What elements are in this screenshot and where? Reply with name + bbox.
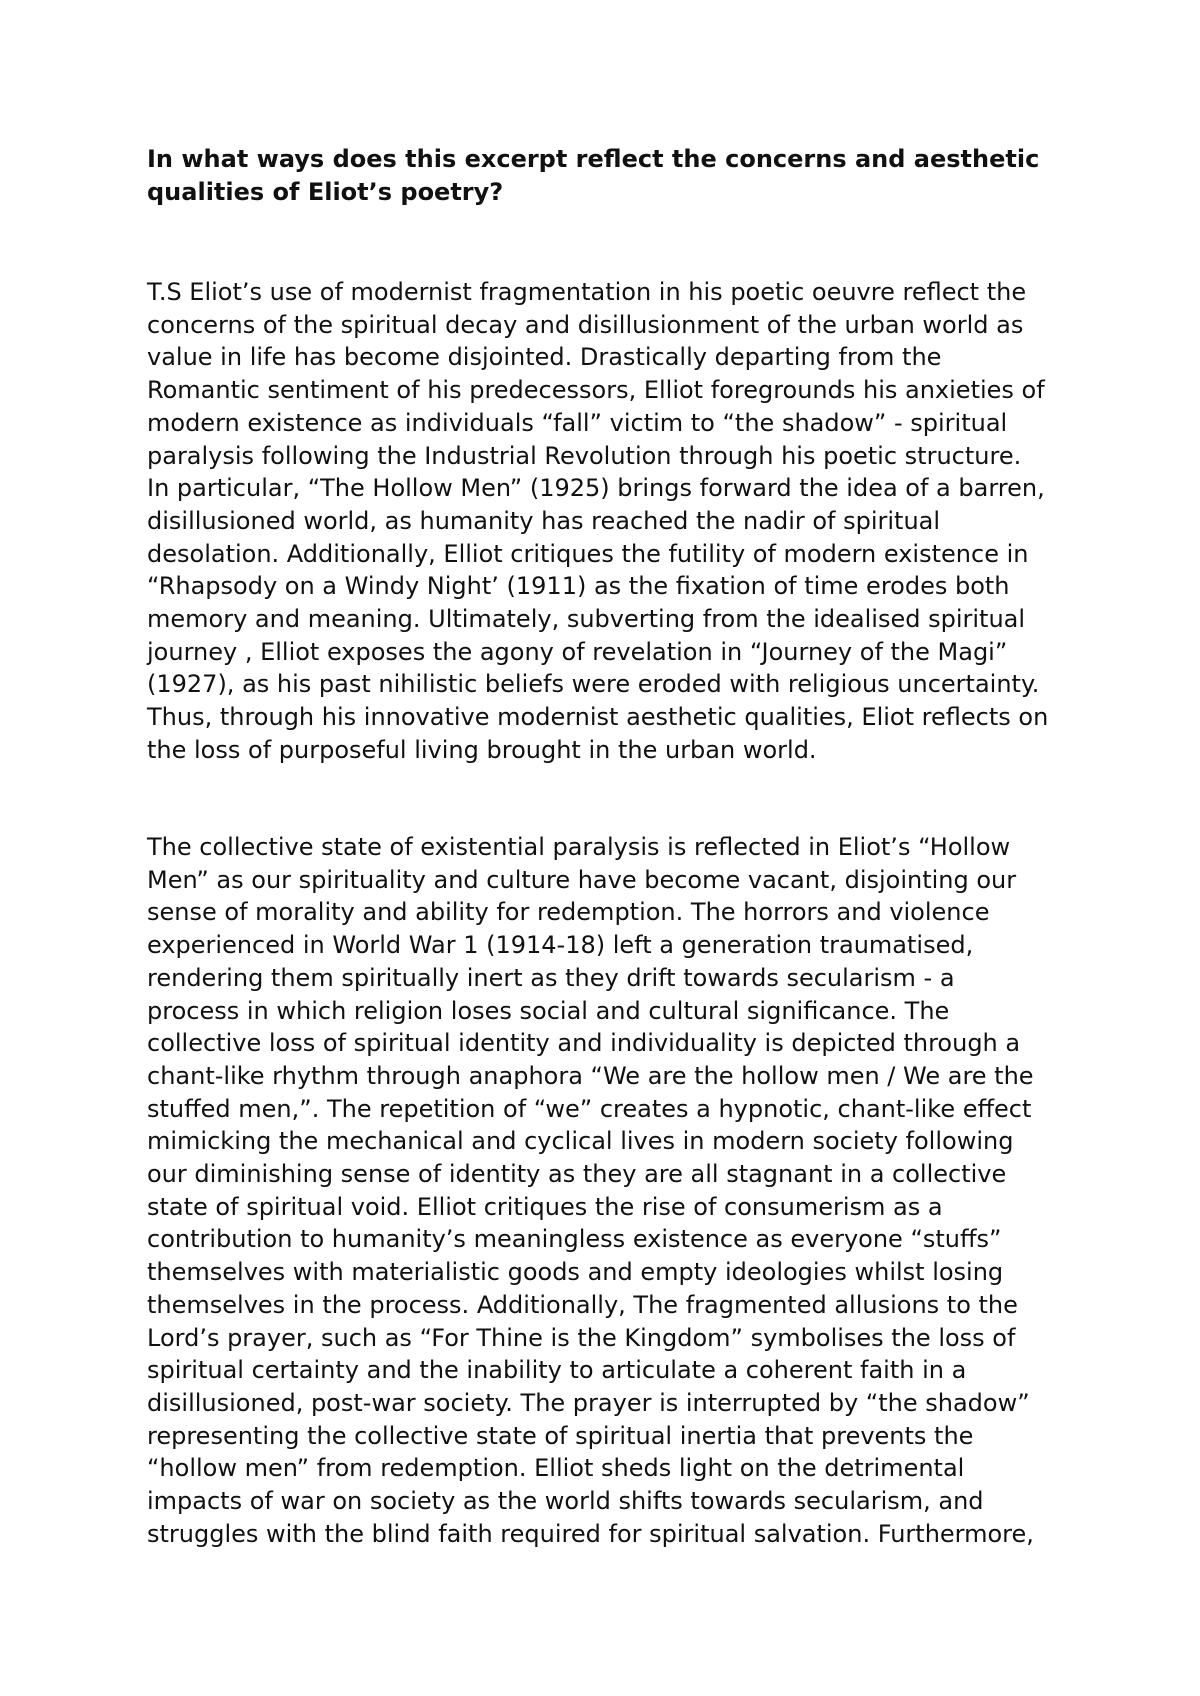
essay-question: In what ways does this excerpt reflect the concerns and aesthetic qualities of Eliot’s poetry?	[147, 145, 1040, 206]
body-paragraph: The collective state of existential paralysis is reflected in Eliot’s “Hollow Men” as our spirituality and culture have become vacant, disjointing our sense of morality and ability for redemption. The horrors and violence experienced in World War 1 (1914-18) left a generation traumatised, rendering them spiritually inert as they drift towards secularism - a process in which religion loses social and cultural significance. The collective loss of spiritual identity and individuality is depicted through a chant-like rhythm through anaphora “We are the hollow men / We are the stuffed men,”. The repetition of “we” creates a hypnotic, chant-like effect mimicking the mechanical and cyclical lives in modern society following our diminishing sense of identity as they are all stagnant in a collective state of spiritual void. Elliot critiques the rise of consumerism as a contribution to humanity’s meaningless existence as everyone “stuffs” themselves with materialistic goods and empty ideologies whilst losing themselves in the process. Additionally, The fragmented allusions to the Lord’s prayer, such as “For Thine is the Kingdom” symbolises the loss of spiritual certainty and the inability to articulate a coherent faith in a disillusioned, post-war society. The prayer is interrupted by “the shadow” representing the collective state of spiritual inertia that prevents the “hollow men” from redemption. Elliot sheds light on the detrimental impacts of war on society as the world shifts towards secularism, and struggles with the blind faith required for spiritual salvation. Furthermore,	[147, 833, 1034, 1548]
introduction-paragraph: T.S Eliot’s use of modernist fragmentation in his poetic oeuvre reflect the concerns of the spiritual decay and disillusionment of the urban world as value in life has become disjointed. Drastically departing from the Romantic sentiment of his predecessors, Elliot foregrounds his anxieties of modern existence as individuals “fall” victim to “the shadow” - spiritual paralysis following the Industrial Revolution through his poetic structure. In particular, “The Hollow Men” (1925) brings forward the idea of a barren, disillusioned world, as humanity has reached the nadir of spiritual desolation. Additionally, Elliot critiques the futility of modern existence in “Rhapsody on a Windy Night’ (1911) as the fixation of time erodes both memory and meaning. Ultimately, subverting from the idealised spiritual journey , Elliot exposes the agony of revelation in “Journey of the Magi” (1927), as his past nihilistic beliefs were eroded with religious uncertainty. Thus, through his innovative modernist aesthetic qualities, Eliot reflects on the loss of purposeful living brought in the urban world.	[147, 278, 1049, 764]
